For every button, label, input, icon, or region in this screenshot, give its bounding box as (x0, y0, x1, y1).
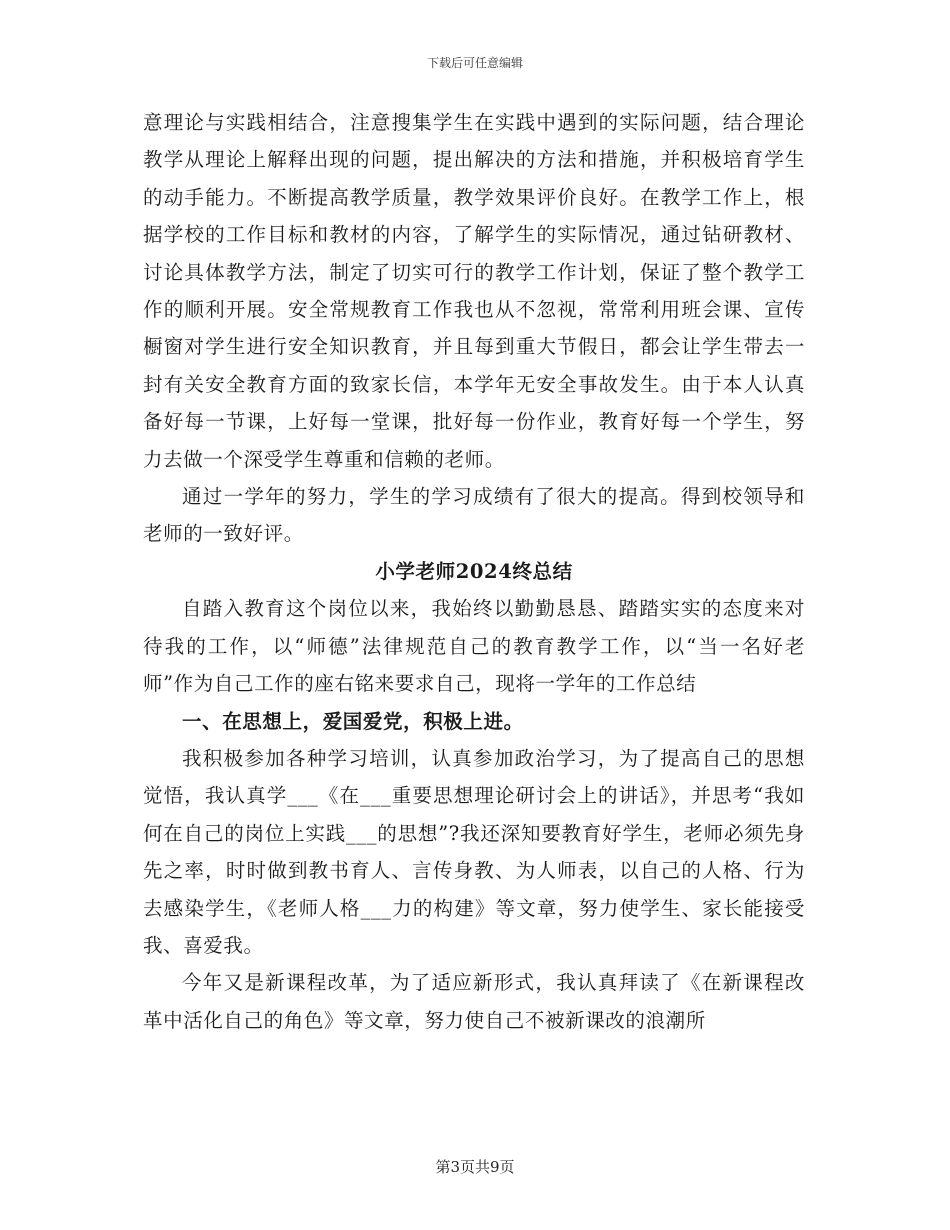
page-number: 第3页共9页 (435, 1158, 515, 1176)
heading-ideology: 一、在思想上，爱国爱党，积极上进。 (182, 709, 524, 733)
paragraph-teaching-practice: 意理论与实践相结合，注意搜集学生在实践中遇到的实际问题，结合理论教学从理论上解释出现的问题，提出解决的方法和措施，并积极培育学生的动手能力。不断提高教学质量，教学效果评价良好。在教学工作上，根据学校的工作目标和教材的内容，了解学生的实际情况，通过钻研教材、讨论具体教学方法，制定了切实可行的教学工作计划，保证了整个教学工作的顺利开展。安全常规教育工作我也从不忽视，常常利用班会课、宣传橱窗对学生进行安全知识教育，并且每到重大节假日，都会让学生带去一封有关安全教育方面的致家长信，本学年无安全事故发生。由于本人认真备好每一节课，上好每一堂课，批好每一份作业，教育好每一个学生，努力去做一个深受学生尊重和信赖的老师。 (143, 111, 805, 471)
document-body (143, 104, 805, 1039)
header-note: 下载后可任意编辑 (426, 56, 523, 70)
paragraph-curriculum-reform: 今年又是新课程改革，为了适应新形式，我认真拜读了《在新课程改革中活化自己的角色》等文章，努力使自己不被新课改的浪潮所 (143, 971, 805, 1032)
section-title: 小学老师2024终总结 (375, 559, 573, 583)
paragraph-study: 我积极参加各种学习培训，认真参加政治学习，为了提高自己的思想觉悟，我认真学___《在___重要思想理论研讨会上的讲话》，并思考“我如何在自己的岗位上实践___的思想”?我还深知要教育好学生，老师必须先身先之率，时时做到教书育人、言传身教、为人师表，以自己的人格、行为去感染学生，《老师人格___力的构建》等文章，努力使学生、家长能接受我、喜爱我。 (143, 746, 805, 957)
paragraph-intro: 自踏入教育这个岗位以来，我始终以勤勤恳恳、踏踏实实的态度来对待我的工作，以“师德”法律规范自己的教育教学工作，以“当一名好老师”作为自己工作的座右铭来要求自己，现将一学年的工作总结 (143, 597, 805, 696)
paragraph-achievement: 通过一学年的努力，学生的学习成绩有了很大的提高。得到校领导和老师的一致好评。 (143, 485, 805, 546)
